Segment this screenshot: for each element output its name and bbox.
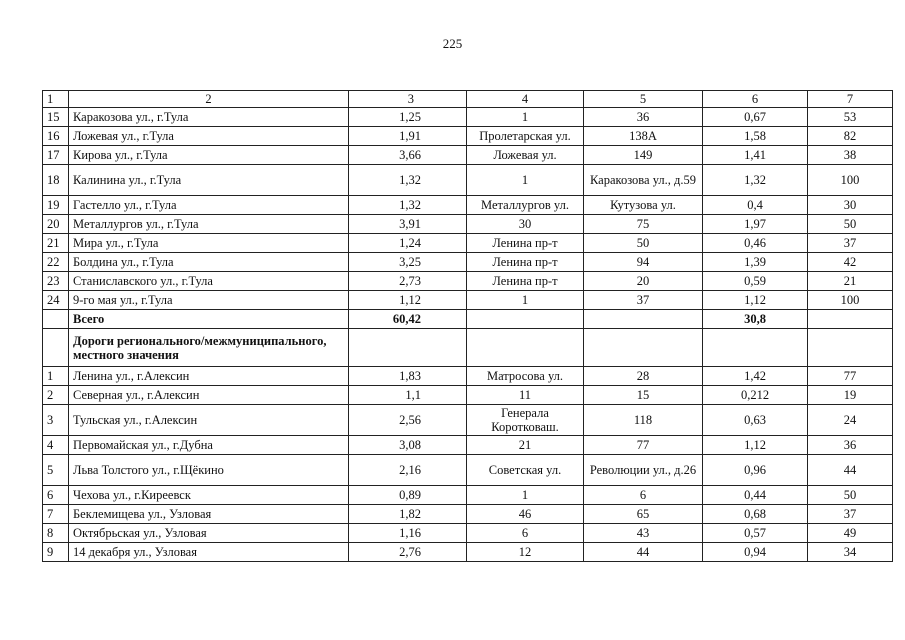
row-number: 9 (43, 543, 69, 562)
section-empty-7 (808, 329, 893, 367)
section-title: Дороги регионального/межмуниципального, местного значения (69, 329, 349, 367)
length-segment: 0,46 (703, 234, 808, 253)
segment-end: Революции ул., д.26 (584, 455, 703, 486)
row-number: 17 (43, 146, 69, 165)
length-segment: 0,44 (703, 486, 808, 505)
road-name: Льва Толстого ул., г.Щёкино (69, 455, 349, 486)
road-name: Ложевая ул., г.Тула (69, 127, 349, 146)
length-total: 3,08 (349, 436, 467, 455)
segment-end: 28 (584, 367, 703, 386)
length-segment: 1,58 (703, 127, 808, 146)
table-row (43, 436, 893, 455)
table-row (43, 108, 893, 127)
row-number: 4 (43, 436, 69, 455)
segment-start: 21 (467, 436, 584, 455)
length-total: 1,12 (349, 291, 467, 310)
percent-value: 34 (808, 543, 893, 562)
length-total: 3,66 (349, 146, 467, 165)
row-number: 8 (43, 524, 69, 543)
length-total: 3,91 (349, 215, 467, 234)
segment-end: 138А (584, 127, 703, 146)
road-name: Калинина ул., г.Тула (69, 165, 349, 196)
header-cell-4: 4 (467, 91, 584, 108)
segment-end: 20 (584, 272, 703, 291)
total-label: Всего (69, 310, 349, 329)
percent-value: 50 (808, 486, 893, 505)
table-row (43, 253, 893, 272)
segment-start: 46 (467, 505, 584, 524)
section-empty-6 (703, 329, 808, 367)
segment-end: 15 (584, 386, 703, 405)
length-total: 2,16 (349, 455, 467, 486)
percent-value: 77 (808, 367, 893, 386)
road-name: Северная ул., г.Алексин (69, 386, 349, 405)
length-segment: 0,59 (703, 272, 808, 291)
segment-end: 37 (584, 291, 703, 310)
length-segment: 1,12 (703, 291, 808, 310)
length-segment: 0,68 (703, 505, 808, 524)
section-empty-3 (349, 329, 467, 367)
road-name: 14 декабря ул., Узловая (69, 543, 349, 562)
segment-end: 36 (584, 108, 703, 127)
page-number: 225 (442, 36, 463, 51)
length-total: 1,32 (349, 196, 467, 215)
segment-start: 1 (467, 165, 584, 196)
segment-start: 11 (467, 386, 584, 405)
road-name: Ленина ул., г.Алексин (69, 367, 349, 386)
total-empty-5 (584, 310, 703, 329)
section-empty-5 (584, 329, 703, 367)
length-segment: 0,63 (703, 405, 808, 436)
road-name: Мира ул., г.Тула (69, 234, 349, 253)
percent-value: 100 (808, 165, 893, 196)
table-row (43, 455, 893, 486)
section-empty-4 (467, 329, 584, 367)
row-number: 21 (43, 234, 69, 253)
table-row (43, 486, 893, 505)
length-total: 1,82 (349, 505, 467, 524)
length-total: 1,25 (349, 108, 467, 127)
row-number: 23 (43, 272, 69, 291)
road-name: Болдина ул., г.Тула (69, 253, 349, 272)
percent-value: 50 (808, 215, 893, 234)
row-number: 16 (43, 127, 69, 146)
segment-start: 6 (467, 524, 584, 543)
table-row (43, 146, 893, 165)
row-number: 7 (43, 505, 69, 524)
segment-start: Ленина пр-т (467, 253, 584, 272)
header-cell-6: 6 (703, 91, 808, 108)
length-total: 3,25 (349, 253, 467, 272)
segment-start: 12 (467, 543, 584, 562)
table-row (43, 165, 893, 196)
header-cell-5: 5 (584, 91, 703, 108)
length-total: 1,83 (349, 367, 467, 386)
percent-value: 49 (808, 524, 893, 543)
segment-end: Каракозова ул., д.59 (584, 165, 703, 196)
length-segment: 1,42 (703, 367, 808, 386)
road-name: Чехова ул., г.Киреевск (69, 486, 349, 505)
segment-start: Советская ул. (467, 455, 584, 486)
segment-start: Ложевая ул. (467, 146, 584, 165)
segment-start: Пролетарская ул. (467, 127, 584, 146)
total-length: 60,42 (349, 310, 467, 329)
segment-end: Кутузова ул. (584, 196, 703, 215)
road-name: 9-го мая ул., г.Тула (69, 291, 349, 310)
table-row (43, 272, 893, 291)
segment-start: Металлургов ул. (467, 196, 584, 215)
header-row (43, 91, 893, 108)
segment-start: 1 (467, 486, 584, 505)
total-segment-length: 30,8 (703, 310, 808, 329)
percent-value: 37 (808, 505, 893, 524)
road-name: Гастелло ул., г.Тула (69, 196, 349, 215)
row-number: 6 (43, 486, 69, 505)
percent-value: 44 (808, 455, 893, 486)
road-name: Первомайская ул., г.Дубна (69, 436, 349, 455)
length-total: 1,24 (349, 234, 467, 253)
percent-value: 19 (808, 386, 893, 405)
row-number: 19 (43, 196, 69, 215)
segment-start: 1 (467, 108, 584, 127)
length-total: 1,32 (349, 165, 467, 196)
length-segment: 1,39 (703, 253, 808, 272)
total-empty-7 (808, 310, 893, 329)
road-name: Кирова ул., г.Тула (69, 146, 349, 165)
length-segment: 1,12 (703, 436, 808, 455)
percent-value: 82 (808, 127, 893, 146)
table-row (43, 234, 893, 253)
row-number: 15 (43, 108, 69, 127)
segment-start: Ленина пр-т (467, 272, 584, 291)
row-number: 1 (43, 367, 69, 386)
total-row (43, 310, 893, 329)
percent-value: 37 (808, 234, 893, 253)
header-cell-1: 1 (43, 91, 69, 108)
table-row (43, 196, 893, 215)
table-row (43, 127, 893, 146)
length-segment: 1,32 (703, 165, 808, 196)
percent-value: 36 (808, 436, 893, 455)
segment-end: 65 (584, 505, 703, 524)
segment-end: 50 (584, 234, 703, 253)
table-row (43, 405, 893, 436)
segment-start: 30 (467, 215, 584, 234)
segment-start: Ленина пр-т (467, 234, 584, 253)
length-segment: 0,94 (703, 543, 808, 562)
section-empty-1 (43, 329, 69, 367)
table-body (43, 91, 893, 562)
length-total: 1,16 (349, 524, 467, 543)
length-segment: 0,4 (703, 196, 808, 215)
segment-start: Генерала Коротковаш. (467, 405, 584, 436)
length-segment: 0,212 (703, 386, 808, 405)
table-row (43, 386, 893, 405)
segment-end: 94 (584, 253, 703, 272)
length-total: 1,91 (349, 127, 467, 146)
table-row (43, 524, 893, 543)
length-segment: 1,41 (703, 146, 808, 165)
length-total: 2,73 (349, 272, 467, 291)
road-name: Станиславского ул., г.Тула (69, 272, 349, 291)
header-cell-2: 2 (69, 91, 349, 108)
percent-value: 42 (808, 253, 893, 272)
road-name: Каракозова ул., г.Тула (69, 108, 349, 127)
length-segment: 0,96 (703, 455, 808, 486)
segment-end: 75 (584, 215, 703, 234)
row-number: 2 (43, 386, 69, 405)
row-number: 22 (43, 253, 69, 272)
percent-value: 53 (808, 108, 893, 127)
row-number: 3 (43, 405, 69, 436)
percent-value: 21 (808, 272, 893, 291)
road-name: Тульская ул., г.Алексин (69, 405, 349, 436)
row-number: 20 (43, 215, 69, 234)
length-total: 0,89 (349, 486, 467, 505)
segment-end: 6 (584, 486, 703, 505)
table-row (43, 505, 893, 524)
row-number: 5 (43, 455, 69, 486)
length-segment: 1,97 (703, 215, 808, 234)
row-number: 24 (43, 291, 69, 310)
section-title-row (43, 329, 893, 367)
roads-table (42, 90, 893, 562)
road-name: Металлургов ул., г.Тула (69, 215, 349, 234)
segment-start: 1 (467, 291, 584, 310)
road-name: Октябрьская ул., Узловая (69, 524, 349, 543)
percent-value: 24 (808, 405, 893, 436)
percent-value: 100 (808, 291, 893, 310)
length-total: 2,76 (349, 543, 467, 562)
table-row (43, 291, 893, 310)
row-number: 18 (43, 165, 69, 196)
segment-end: 149 (584, 146, 703, 165)
length-segment: 0,57 (703, 524, 808, 543)
segment-end: 44 (584, 543, 703, 562)
length-total: 2,56 (349, 405, 467, 436)
total-empty-4 (467, 310, 584, 329)
road-name: Беклемищева ул., Узловая (69, 505, 349, 524)
header-cell-3: 3 (349, 91, 467, 108)
total-empty-1 (43, 310, 69, 329)
length-total: 1,1 (349, 386, 467, 405)
segment-end: 118 (584, 405, 703, 436)
segment-end: 77 (584, 436, 703, 455)
percent-value: 30 (808, 196, 893, 215)
length-segment: 0,67 (703, 108, 808, 127)
segment-end: 43 (584, 524, 703, 543)
table-row (43, 215, 893, 234)
header-cell-7: 7 (808, 91, 893, 108)
percent-value: 38 (808, 146, 893, 165)
table-row (43, 543, 893, 562)
segment-start: Матросова ул. (467, 367, 584, 386)
table-row (43, 367, 893, 386)
